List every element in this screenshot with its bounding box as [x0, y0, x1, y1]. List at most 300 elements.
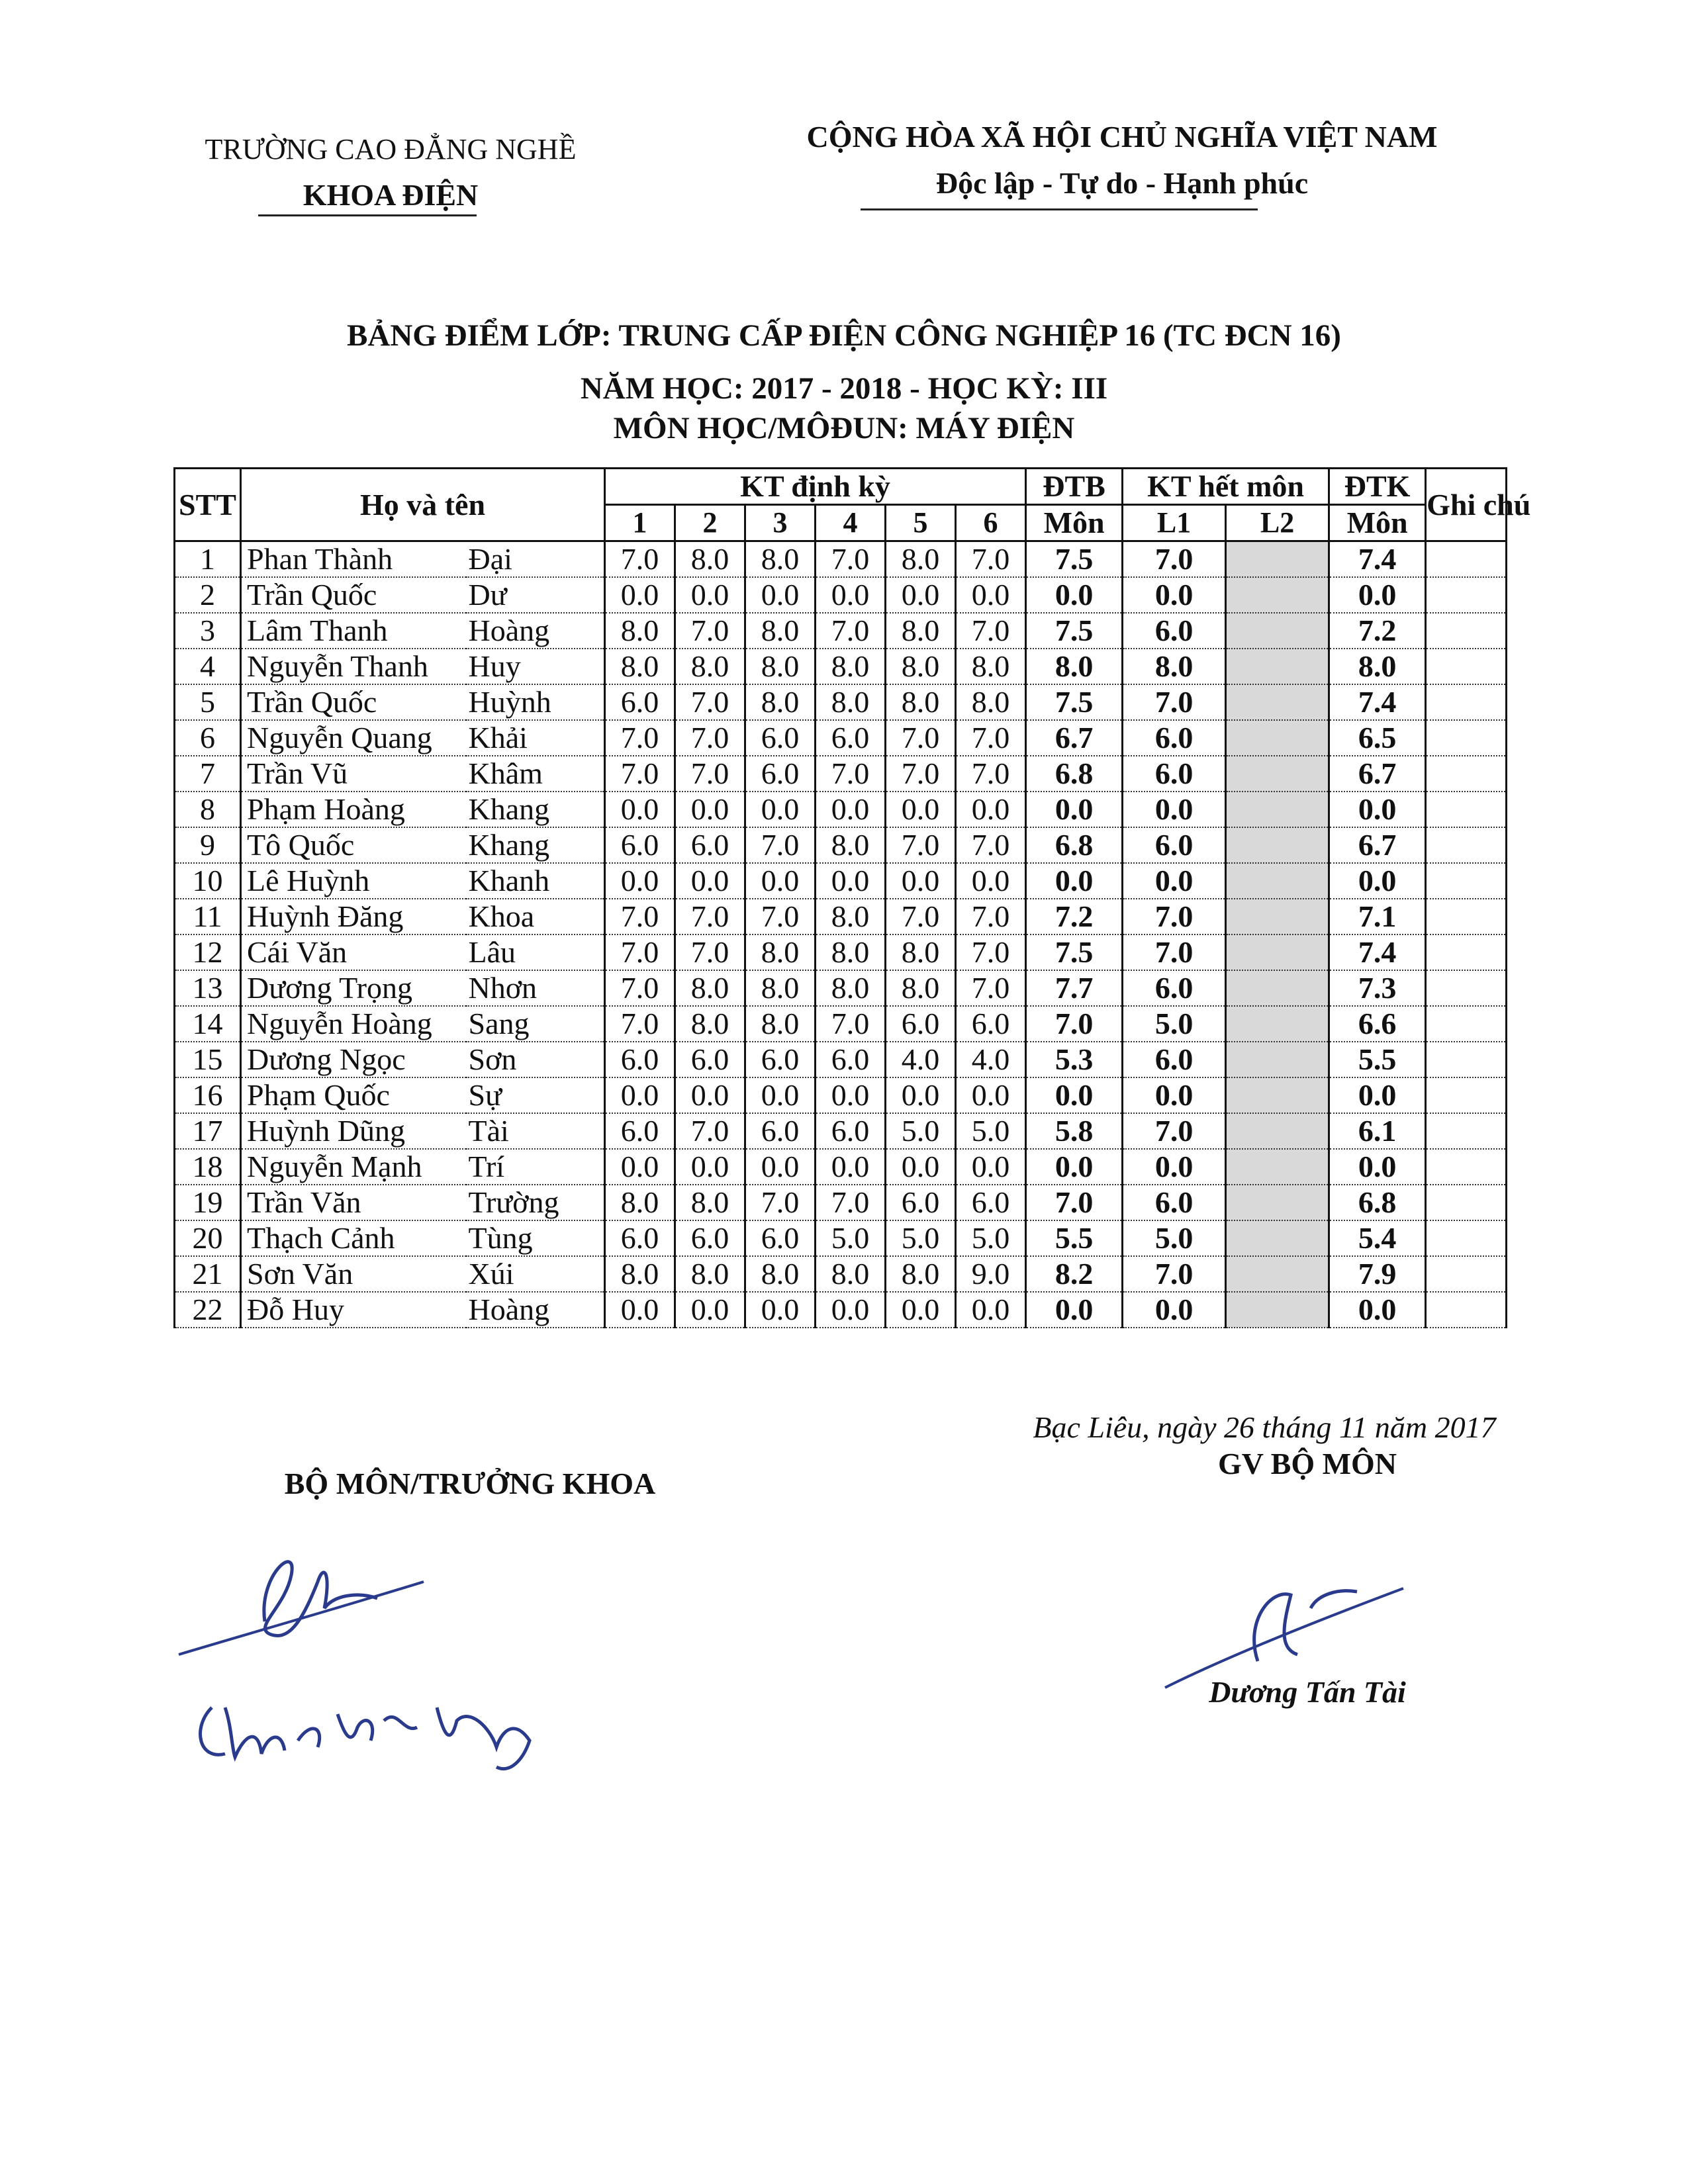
dtk-cell: 0.0: [1329, 863, 1426, 899]
table-row: [175, 1256, 1507, 1292]
score-3-cell: 7.0: [745, 1185, 816, 1220]
dtb-cell: 7.5: [1026, 684, 1123, 720]
score-6-cell: 6.0: [956, 1006, 1026, 1042]
dtk-cell: 0.0: [1329, 1292, 1426, 1328]
country-name: CỘNG HÒA XÃ HỘI CHỦ NGHĨA VIỆT NAM: [806, 120, 1438, 154]
score-5-cell: 5.0: [886, 1220, 956, 1256]
score-1-cell: 0.0: [605, 792, 675, 827]
score-2-cell: 0.0: [675, 1149, 745, 1185]
first-name-cell: Thạch Cảnh: [241, 1220, 466, 1256]
score-1-cell: 0.0: [605, 863, 675, 899]
score-6-cell: 8.0: [956, 684, 1026, 720]
final-l2-cell: [1226, 613, 1329, 649]
first-name-cell: Phan Thành: [241, 541, 466, 578]
score-4-cell: 0.0: [816, 863, 886, 899]
score-4-cell: 7.0: [816, 613, 886, 649]
score-1-cell: 6.0: [605, 1042, 675, 1077]
last-name-cell: Khang: [466, 827, 605, 863]
score-6-cell: 9.0: [956, 1256, 1026, 1292]
stt-cell: 2: [175, 577, 241, 613]
table-row: [175, 792, 1507, 827]
score-1-cell: 6.0: [605, 684, 675, 720]
note-cell: [1426, 1256, 1507, 1292]
stt-cell: 20: [175, 1220, 241, 1256]
final-l1-cell: 0.0: [1123, 577, 1226, 613]
national-motto: Độc lập - Tự do - Hạnh phúc: [935, 166, 1309, 200]
score-1-cell: 6.0: [605, 1220, 675, 1256]
final-l2-cell: [1226, 1185, 1329, 1220]
first-name-cell: Phạm Quốc: [241, 1077, 466, 1113]
dtb-cell: 0.0: [1026, 1292, 1123, 1328]
final-l1-cell: 5.0: [1123, 1006, 1226, 1042]
header-periodic-4: 4: [816, 505, 886, 541]
score-4-cell: 8.0: [816, 899, 886, 934]
stt-cell: 17: [175, 1113, 241, 1149]
score-6-cell: 7.0: [956, 970, 1026, 1006]
score-6-cell: 7.0: [956, 934, 1026, 970]
score-6-cell: 0.0: [956, 863, 1026, 899]
final-l1-cell: 0.0: [1123, 1149, 1226, 1185]
final-l1-cell: 5.0: [1123, 1220, 1226, 1256]
grade-table: [173, 467, 1531, 1328]
first-name-cell: Nguyễn Hoàng: [241, 1006, 466, 1042]
score-6-cell: 7.0: [956, 720, 1026, 756]
first-name-cell: Phạm Hoàng: [241, 792, 466, 827]
last-name-cell: Nhơn: [466, 970, 605, 1006]
dtk-cell: 6.1: [1329, 1113, 1426, 1149]
last-name-cell: Trường: [466, 1185, 605, 1220]
faculty-name: KHOA ĐIỆN: [303, 178, 479, 212]
grade-table-body: [175, 541, 1507, 1328]
dtk-cell: 7.4: [1329, 934, 1426, 970]
score-2-cell: 6.0: [675, 1042, 745, 1077]
score-3-cell: 8.0: [745, 1256, 816, 1292]
header-periodic-2: 2: [675, 505, 745, 541]
score-6-cell: 0.0: [956, 577, 1026, 613]
score-3-cell: 7.0: [745, 827, 816, 863]
score-2-cell: 0.0: [675, 792, 745, 827]
header-final-l1: L1: [1123, 505, 1226, 541]
header-dtk: ĐTK: [1329, 469, 1426, 505]
last-name-cell: Khanh: [466, 863, 605, 899]
score-4-cell: 8.0: [816, 684, 886, 720]
score-3-cell: 8.0: [745, 541, 816, 578]
final-l2-cell: [1226, 684, 1329, 720]
stt-cell: 8: [175, 792, 241, 827]
header-periodic-3: 3: [745, 505, 816, 541]
dtk-cell: 0.0: [1329, 577, 1426, 613]
header-final-l2: L2: [1226, 505, 1329, 541]
footer-right-title: GV BỘ MÔN: [1217, 1447, 1397, 1480]
score-2-cell: 6.0: [675, 827, 745, 863]
stt-cell: 4: [175, 649, 241, 684]
final-l1-cell: 8.0: [1123, 649, 1226, 684]
table-row: [175, 1185, 1507, 1220]
score-3-cell: 7.0: [745, 899, 816, 934]
score-5-cell: 0.0: [886, 1292, 956, 1328]
score-4-cell: 6.0: [816, 1042, 886, 1077]
note-cell: [1426, 756, 1507, 792]
note-cell: [1426, 684, 1507, 720]
score-6-cell: 0.0: [956, 1292, 1026, 1328]
score-3-cell: 0.0: [745, 1077, 816, 1113]
first-name-cell: Trần Vũ: [241, 756, 466, 792]
note-cell: [1426, 1113, 1507, 1149]
final-l1-cell: 7.0: [1123, 1256, 1226, 1292]
stt-cell: 19: [175, 1185, 241, 1220]
table-row: [175, 720, 1507, 756]
score-2-cell: 7.0: [675, 1113, 745, 1149]
final-l1-cell: 0.0: [1123, 1292, 1226, 1328]
first-name-cell: Dương Ngọc: [241, 1042, 466, 1077]
dtb-cell: 7.5: [1026, 541, 1123, 578]
first-name-cell: Nguyễn Thanh: [241, 649, 466, 684]
score-3-cell: 0.0: [745, 577, 816, 613]
score-5-cell: 0.0: [886, 792, 956, 827]
header-note: Ghi chú: [1426, 469, 1507, 541]
score-4-cell: 0.0: [816, 1292, 886, 1328]
score-4-cell: 5.0: [816, 1220, 886, 1256]
final-l1-cell: 7.0: [1123, 541, 1226, 578]
table-row: [175, 577, 1507, 613]
note-cell: [1426, 934, 1507, 970]
header-periodic-6: 6: [956, 505, 1026, 541]
score-4-cell: 7.0: [816, 1006, 886, 1042]
score-5-cell: 6.0: [886, 1185, 956, 1220]
header-periodic-1: 1: [605, 505, 675, 541]
table-row: [175, 1113, 1507, 1149]
header-stt: STT: [175, 469, 241, 541]
score-6-cell: 0.0: [956, 1077, 1026, 1113]
dtk-cell: 7.4: [1329, 541, 1426, 578]
first-name-cell: Lâm Thanh: [241, 613, 466, 649]
score-4-cell: 7.0: [816, 1185, 886, 1220]
score-4-cell: 8.0: [816, 934, 886, 970]
score-1-cell: 7.0: [605, 720, 675, 756]
score-5-cell: 8.0: [886, 1256, 956, 1292]
score-5-cell: 7.0: [886, 756, 956, 792]
score-2-cell: 0.0: [675, 1077, 745, 1113]
final-l1-cell: 6.0: [1123, 756, 1226, 792]
table-row: [175, 684, 1507, 720]
score-3-cell: 8.0: [745, 1006, 816, 1042]
score-3-cell: 8.0: [745, 934, 816, 970]
final-l2-cell: [1226, 1220, 1329, 1256]
dtk-cell: 7.2: [1329, 613, 1426, 649]
score-1-cell: 0.0: [605, 1077, 675, 1113]
dtb-cell: 0.0: [1026, 577, 1123, 613]
dtb-cell: 8.0: [1026, 649, 1123, 684]
score-5-cell: 8.0: [886, 541, 956, 578]
stt-cell: 5: [175, 684, 241, 720]
score-3-cell: 0.0: [745, 792, 816, 827]
score-3-cell: 6.0: [745, 720, 816, 756]
final-l2-cell: [1226, 649, 1329, 684]
head-of-faculty-full-signature: [185, 1681, 556, 1780]
last-name-cell: Hoàng: [466, 1292, 605, 1328]
document-title-subject: MÔN HỌC/MÔĐUN: MÁY ĐIỆN: [613, 411, 1075, 445]
score-1-cell: 0.0: [605, 1149, 675, 1185]
dtk-cell: 8.0: [1329, 649, 1426, 684]
final-l1-cell: 7.0: [1123, 684, 1226, 720]
score-2-cell: 0.0: [675, 577, 745, 613]
score-5-cell: 8.0: [886, 970, 956, 1006]
final-l2-cell: [1226, 1292, 1329, 1328]
score-2-cell: 8.0: [675, 970, 745, 1006]
dtk-cell: 6.7: [1329, 756, 1426, 792]
stt-cell: 12: [175, 934, 241, 970]
score-1-cell: 0.0: [605, 1292, 675, 1328]
score-4-cell: 8.0: [816, 1256, 886, 1292]
final-l2-cell: [1226, 577, 1329, 613]
note-cell: [1426, 970, 1507, 1006]
table-row: [175, 1042, 1507, 1077]
last-name-cell: Tài: [466, 1113, 605, 1149]
first-name-cell: Trần Quốc: [241, 684, 466, 720]
last-name-cell: Trí: [466, 1149, 605, 1185]
last-name-cell: Khâm: [466, 756, 605, 792]
score-2-cell: 8.0: [675, 1185, 745, 1220]
stt-cell: 15: [175, 1042, 241, 1077]
first-name-cell: Tô Quốc: [241, 827, 466, 863]
final-l2-cell: [1226, 970, 1329, 1006]
score-2-cell: 8.0: [675, 649, 745, 684]
final-l1-cell: 6.0: [1123, 1042, 1226, 1077]
score-2-cell: 8.0: [675, 541, 745, 578]
score-3-cell: 6.0: [745, 1220, 816, 1256]
score-3-cell: 0.0: [745, 1149, 816, 1185]
score-5-cell: 8.0: [886, 649, 956, 684]
stt-cell: 6: [175, 720, 241, 756]
final-l2-cell: [1226, 1256, 1329, 1292]
note-cell: [1426, 1292, 1507, 1328]
final-l2-cell: [1226, 720, 1329, 756]
stt-cell: 13: [175, 970, 241, 1006]
note-cell: [1426, 1006, 1507, 1042]
dtb-cell: 6.8: [1026, 756, 1123, 792]
note-cell: [1426, 792, 1507, 827]
note-cell: [1426, 577, 1507, 613]
score-2-cell: 7.0: [675, 613, 745, 649]
final-l1-cell: 6.0: [1123, 827, 1226, 863]
score-1-cell: 6.0: [605, 1113, 675, 1149]
final-l2-cell: [1226, 1077, 1329, 1113]
motto-underline: [861, 208, 1258, 210]
final-l2-cell: [1226, 1149, 1329, 1185]
score-5-cell: 0.0: [886, 577, 956, 613]
dtk-cell: 7.9: [1329, 1256, 1426, 1292]
dtk-cell: 6.5: [1329, 720, 1426, 756]
header-periodic: KT định kỳ: [605, 469, 1026, 505]
score-5-cell: 6.0: [886, 1006, 956, 1042]
stt-cell: 11: [175, 899, 241, 934]
stt-cell: 3: [175, 613, 241, 649]
final-l1-cell: 7.0: [1123, 1113, 1226, 1149]
score-3-cell: 8.0: [745, 970, 816, 1006]
dtb-cell: 7.5: [1026, 934, 1123, 970]
first-name-cell: Nguyễn Mạnh: [241, 1149, 466, 1185]
footer-left-title: BỘ MÔN/TRƯỞNG KHOA: [284, 1467, 656, 1500]
score-6-cell: 8.0: [956, 649, 1026, 684]
final-l2-cell: [1226, 541, 1329, 578]
stt-cell: 22: [175, 1292, 241, 1328]
note-cell: [1426, 649, 1507, 684]
table-row: [175, 1292, 1507, 1328]
table-row: [175, 1149, 1507, 1185]
score-1-cell: 6.0: [605, 827, 675, 863]
score-1-cell: 8.0: [605, 1185, 675, 1220]
last-name-cell: Huy: [466, 649, 605, 684]
dtk-cell: 5.5: [1329, 1042, 1426, 1077]
score-6-cell: 0.0: [956, 792, 1026, 827]
score-6-cell: 7.0: [956, 827, 1026, 863]
score-5-cell: 4.0: [886, 1042, 956, 1077]
final-l2-cell: [1226, 756, 1329, 792]
dtk-cell: 0.0: [1329, 1077, 1426, 1113]
stt-cell: 7: [175, 756, 241, 792]
score-2-cell: 0.0: [675, 863, 745, 899]
score-1-cell: 0.0: [605, 577, 675, 613]
final-l2-cell: [1226, 827, 1329, 863]
note-cell: [1426, 827, 1507, 863]
header-dtb-mon: Môn: [1026, 505, 1123, 541]
last-name-cell: Dư: [466, 577, 605, 613]
final-l2-cell: [1226, 934, 1329, 970]
score-4-cell: 6.0: [816, 1113, 886, 1149]
dtb-cell: 5.8: [1026, 1113, 1123, 1149]
first-name-cell: Trần Quốc: [241, 577, 466, 613]
score-6-cell: 6.0: [956, 1185, 1026, 1220]
first-name-cell: Sơn Văn: [241, 1256, 466, 1292]
score-1-cell: 7.0: [605, 756, 675, 792]
stt-cell: 14: [175, 1006, 241, 1042]
last-name-cell: Lâu: [466, 934, 605, 970]
score-5-cell: 8.0: [886, 934, 956, 970]
dtb-cell: 7.5: [1026, 613, 1123, 649]
score-3-cell: 8.0: [745, 649, 816, 684]
score-5-cell: 8.0: [886, 684, 956, 720]
score-5-cell: 5.0: [886, 1113, 956, 1149]
score-1-cell: 8.0: [605, 613, 675, 649]
final-l1-cell: 7.0: [1123, 899, 1226, 934]
head-of-faculty-initials-signature: [165, 1535, 430, 1674]
score-4-cell: 6.0: [816, 720, 886, 756]
dtb-cell: 7.7: [1026, 970, 1123, 1006]
dtk-cell: 6.8: [1329, 1185, 1426, 1220]
final-l2-cell: [1226, 899, 1329, 934]
score-5-cell: 0.0: [886, 1077, 956, 1113]
dtk-cell: 7.3: [1329, 970, 1426, 1006]
dtb-cell: 0.0: [1026, 792, 1123, 827]
first-name-cell: Huỳnh Đăng: [241, 899, 466, 934]
score-6-cell: 5.0: [956, 1220, 1026, 1256]
table-row: [175, 970, 1507, 1006]
faculty-underline: [258, 214, 477, 216]
score-6-cell: 7.0: [956, 756, 1026, 792]
last-name-cell: Sự: [466, 1077, 605, 1113]
note-cell: [1426, 720, 1507, 756]
score-3-cell: 0.0: [745, 1292, 816, 1328]
score-5-cell: 7.0: [886, 827, 956, 863]
document-title-class: BẢNG ĐIỂM LỚP: TRUNG CẤP ĐIỆN CÔNG NGHIỆP 16 (TC ĐCN 16): [347, 318, 1341, 353]
note-cell: [1426, 541, 1507, 578]
score-2-cell: 7.0: [675, 684, 745, 720]
dtk-cell: 6.7: [1329, 827, 1426, 863]
last-name-cell: Sang: [466, 1006, 605, 1042]
score-3-cell: 6.0: [745, 1113, 816, 1149]
dtb-cell: 5.5: [1026, 1220, 1123, 1256]
stt-cell: 16: [175, 1077, 241, 1113]
stt-cell: 9: [175, 827, 241, 863]
score-4-cell: 7.0: [816, 541, 886, 578]
score-3-cell: 0.0: [745, 863, 816, 899]
final-l2-cell: [1226, 863, 1329, 899]
note-cell: [1426, 1220, 1507, 1256]
stt-cell: 10: [175, 863, 241, 899]
dtb-cell: 7.0: [1026, 1006, 1123, 1042]
score-6-cell: 4.0: [956, 1042, 1026, 1077]
final-l1-cell: 0.0: [1123, 863, 1226, 899]
table-row: [175, 863, 1507, 899]
teacher-name: Dương Tấn Tài: [1209, 1675, 1406, 1709]
score-4-cell: 7.0: [816, 756, 886, 792]
dtb-cell: 6.8: [1026, 827, 1123, 863]
score-2-cell: 0.0: [675, 1292, 745, 1328]
final-l2-cell: [1226, 792, 1329, 827]
score-1-cell: 8.0: [605, 1256, 675, 1292]
dtk-cell: 0.0: [1329, 1149, 1426, 1185]
score-2-cell: 6.0: [675, 1220, 745, 1256]
score-1-cell: 7.0: [605, 541, 675, 578]
first-name-cell: Dương Trọng: [241, 970, 466, 1006]
table-row: [175, 1006, 1507, 1042]
first-name-cell: Huỳnh Dũng: [241, 1113, 466, 1149]
score-5-cell: 0.0: [886, 1149, 956, 1185]
table-row: [175, 613, 1507, 649]
score-4-cell: 8.0: [816, 970, 886, 1006]
final-l2-cell: [1226, 1042, 1329, 1077]
final-l1-cell: 0.0: [1123, 792, 1226, 827]
last-name-cell: Khoa: [466, 899, 605, 934]
stt-cell: 21: [175, 1256, 241, 1292]
final-l1-cell: 6.0: [1123, 613, 1226, 649]
note-cell: [1426, 1042, 1507, 1077]
table-row: [175, 541, 1507, 578]
final-l1-cell: 6.0: [1123, 720, 1226, 756]
note-cell: [1426, 1077, 1507, 1113]
dtk-cell: 0.0: [1329, 792, 1426, 827]
score-2-cell: 8.0: [675, 1006, 745, 1042]
header-final: KT hết môn: [1123, 469, 1329, 505]
school-name: TRƯỜNG CAO ĐẲNG NGHỀ: [205, 133, 577, 165]
score-2-cell: 7.0: [675, 720, 745, 756]
final-l1-cell: 0.0: [1123, 1077, 1226, 1113]
footer-date: Bạc Liêu, ngày 26 tháng 11 năm 2017: [1033, 1410, 1496, 1444]
dtb-cell: 5.3: [1026, 1042, 1123, 1077]
score-2-cell: 8.0: [675, 1256, 745, 1292]
table-row: [175, 934, 1507, 970]
score-5-cell: 7.0: [886, 899, 956, 934]
score-6-cell: 7.0: [956, 613, 1026, 649]
score-3-cell: 8.0: [745, 684, 816, 720]
header-name: Họ và tên: [241, 469, 605, 541]
dtb-cell: 0.0: [1026, 1149, 1123, 1185]
dtb-cell: 0.0: [1026, 863, 1123, 899]
score-1-cell: 8.0: [605, 649, 675, 684]
document-title-year: NĂM HỌC: 2017 - 2018 - HỌC KỲ: III: [580, 371, 1108, 406]
score-5-cell: 7.0: [886, 720, 956, 756]
first-name-cell: Đỗ Huy: [241, 1292, 466, 1328]
